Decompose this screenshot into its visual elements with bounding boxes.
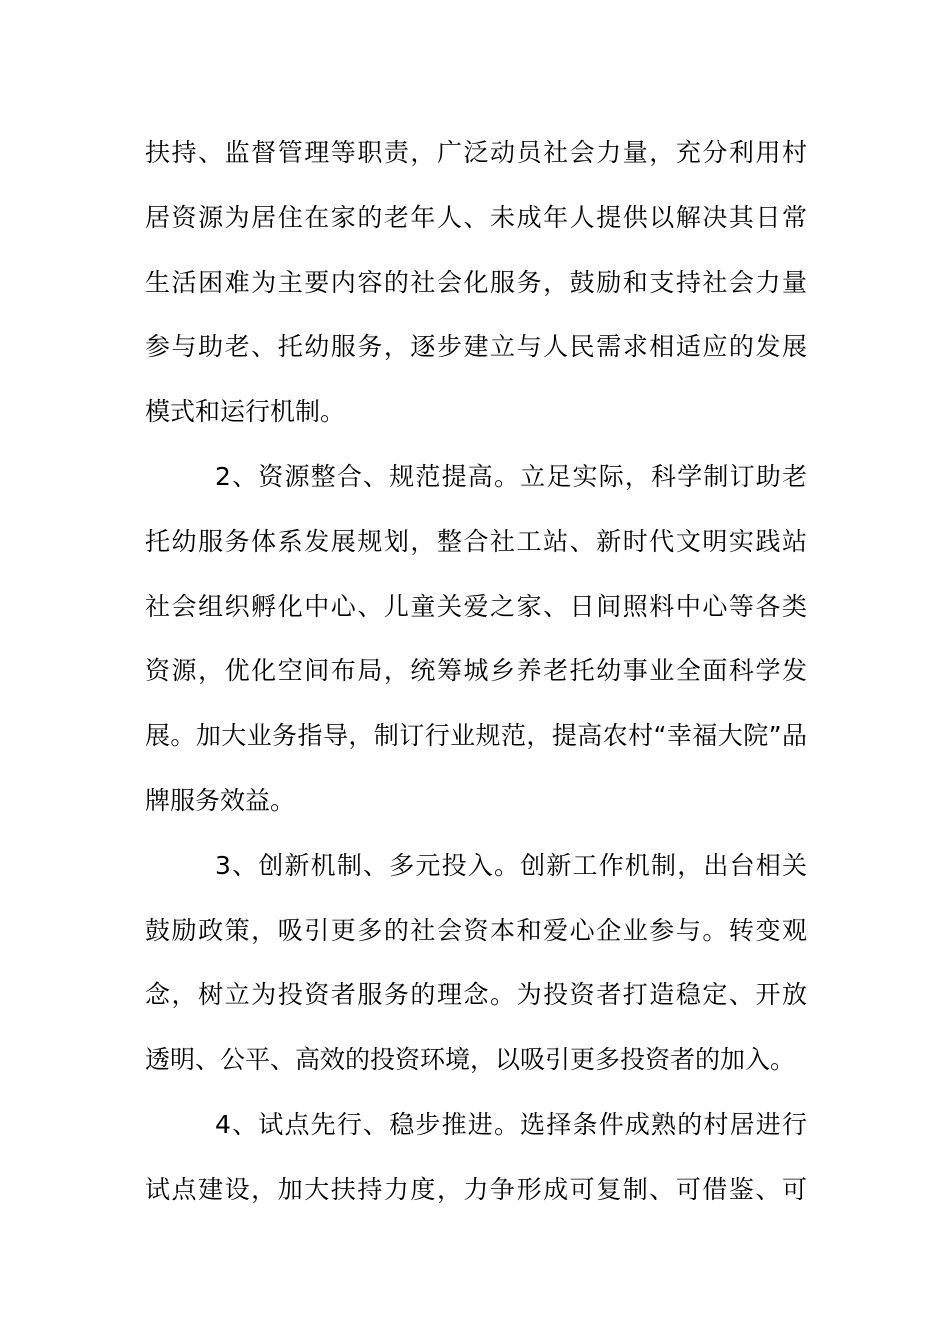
text-line: 托幼服务体系发展规划，整合社工站、新时代文明实践站 xyxy=(145,526,807,556)
text-line: 鼓励政策，吸引更多的社会资本和爱心企业参与。转变观 xyxy=(145,915,807,945)
text-line: 社会组织孵化中心、儿童关爱之家、日间照料中心等各类 xyxy=(145,591,807,621)
text-line: 生活困难为主要内容的社会化服务，鼓励和支持社会力量 xyxy=(145,267,807,297)
text-line: 牌服务效益。 xyxy=(145,785,296,815)
paragraph-3-heading-line: 3、创新机制、多元投入。创新工作机制，出台相关 xyxy=(215,850,807,880)
paragraph-2-heading-line: 2、资源整合、规范提高。立足实际，科学制订助老 xyxy=(215,461,807,491)
paragraph-4-heading-line: 4、试点先行、稳步推进。选择条件成熟的村居进行 xyxy=(215,1109,807,1139)
text-line: 模式和运行机制。 xyxy=(145,397,346,427)
text-line: 参与助老、托幼服务，逐步建立与人民需求相适应的发展 xyxy=(145,332,807,362)
text-line: 念，树立为投资者服务的理念。为投资者打造稳定、开放 xyxy=(145,980,807,1010)
text-line: 透明、公平、高效的投资环境，以吸引更多投资者的加入。 xyxy=(145,1045,796,1075)
text-line: 资源，优化空间布局，统筹城乡养老托幼事业全面科学发 xyxy=(145,656,807,686)
text-line: 居资源为居住在家的老年人、未成年人提供以解决其日常 xyxy=(145,202,807,232)
text-line: 试点建设，加大扶持力度，力争形成可复制、可借鉴、可 xyxy=(145,1174,807,1204)
body-text xyxy=(145,121,807,1223)
text-line: 展。加大业务指导，制订行业规范，提高农村“幸福大院”品 xyxy=(145,721,807,751)
text-line: 扶持、监督管理等职责，广泛动员社会力量，充分利用村 xyxy=(145,138,807,167)
